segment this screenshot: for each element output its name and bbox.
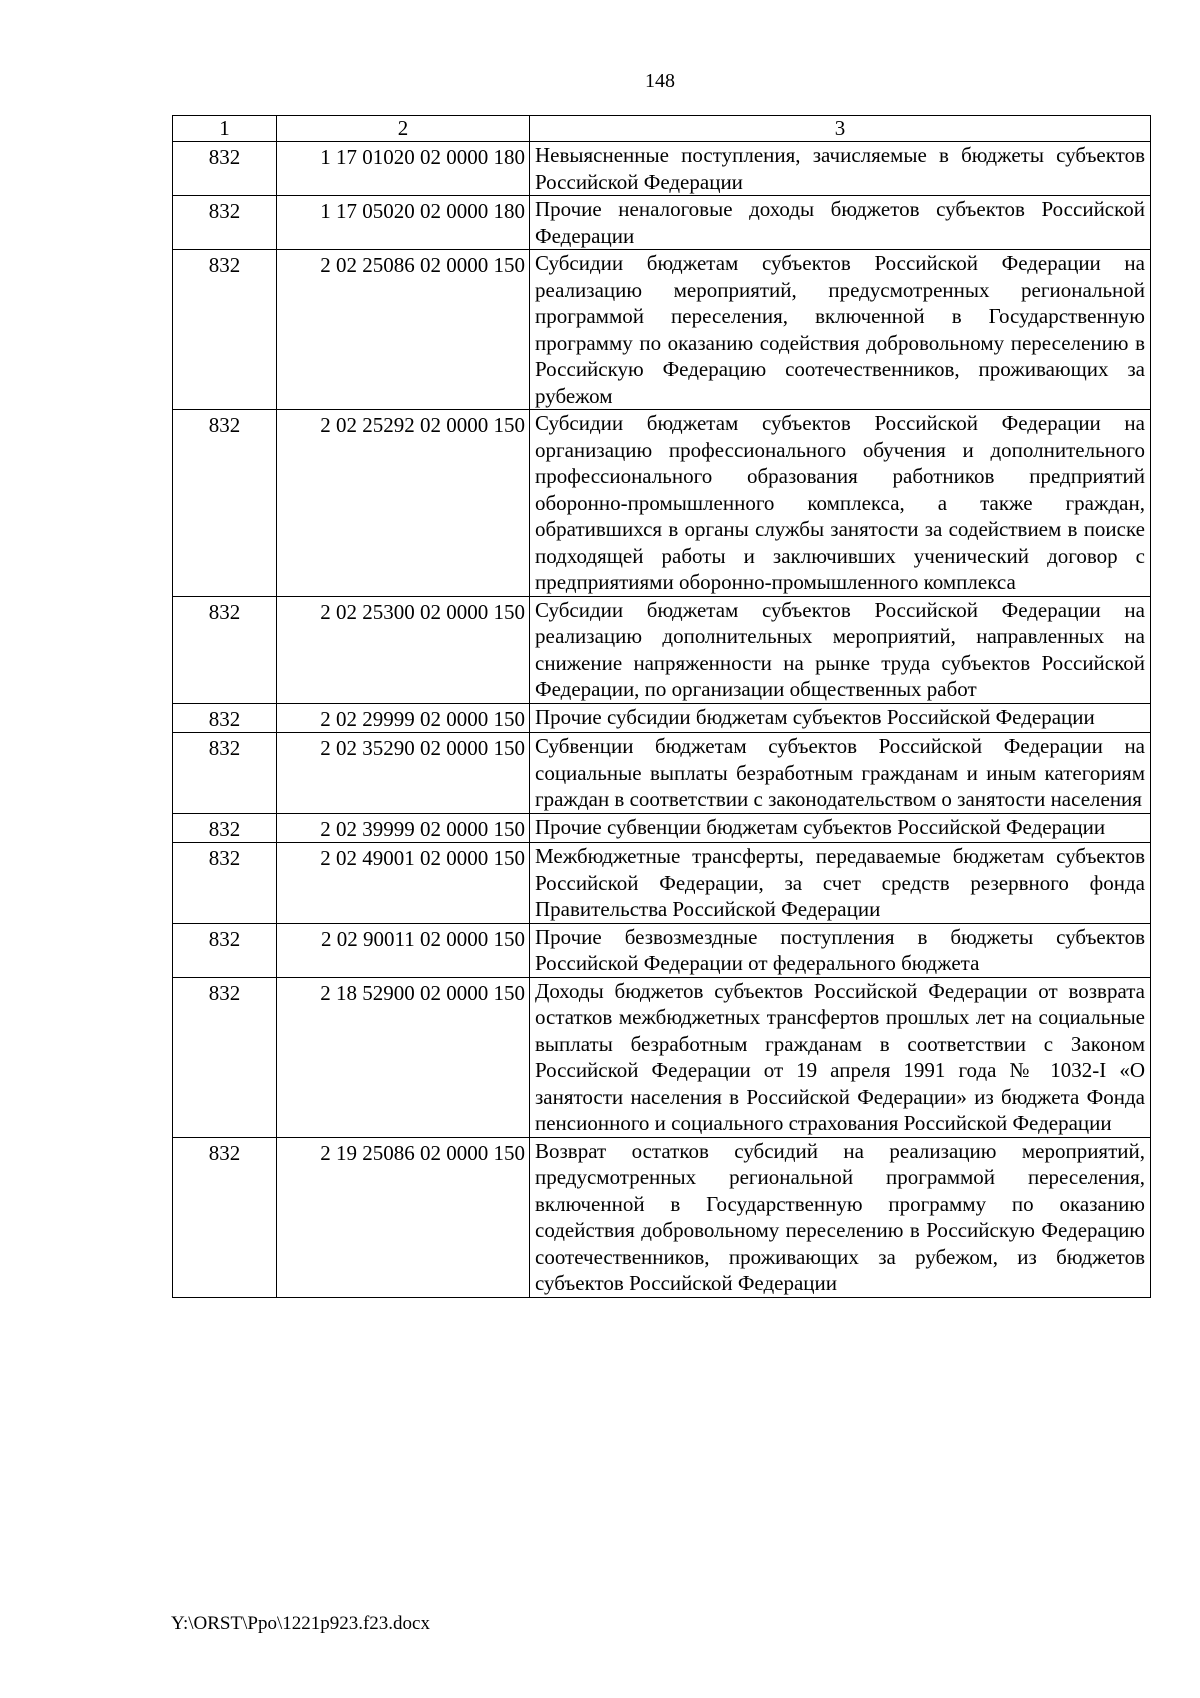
revenue-code-cell: 1 17 05020 02 0000 180 [277, 196, 530, 250]
revenue-code-cell: 2 18 52900 02 0000 150 [277, 977, 530, 1137]
table-row [173, 813, 1151, 843]
table-row [173, 410, 1151, 597]
admin-code-cell: 832 [173, 703, 277, 733]
admin-code-cell: 832 [173, 977, 277, 1137]
description-cell: Невыясненные поступления, зачисляемые в бюджеты субъектов Российской Федерации [530, 142, 1151, 196]
revenue-code-cell: 1 17 01020 02 0000 180 [277, 142, 530, 196]
table-row [173, 977, 1151, 1137]
description-cell: Прочие субсидии бюджетам субъектов Российской Федерации [530, 703, 1151, 733]
revenue-code-cell: 2 02 90011 02 0000 150 [277, 923, 530, 977]
table-row [173, 596, 1151, 703]
revenue-code-cell: 2 02 25300 02 0000 150 [277, 596, 530, 703]
table-header-row [173, 116, 1151, 142]
description-cell: Доходы бюджетов субъектов Российской Федерации от возврата остатков межбюджетных трансфертов прошлых лет на социальные выплаты безработным гражданам в соответствии с Законом Российской Федерации от 19 апреля 1991 года № 1032-I «О занятости населения в Российской Федерации» из бюджета Фонда пенсионного и социального страхования Российской Федерации [530, 977, 1151, 1137]
header-col-1: 1 [173, 116, 277, 142]
description-cell: Субсидии бюджетам субъектов Российской Федерации на организацию профессионального обучения и дополнительного профессионального образования работников предприятий оборонно-промышленного комплекса, а также граждан, обратившихся в органы службы занятости за содействием в поиске подходящей работы и заключивших ученический договор с предприятиями оборонно-промышленного комплекса [530, 410, 1151, 597]
revenue-code-cell: 2 02 25086 02 0000 150 [277, 250, 530, 410]
revenue-code-cell: 2 02 29999 02 0000 150 [277, 703, 530, 733]
revenue-code-cell: 2 19 25086 02 0000 150 [277, 1137, 530, 1297]
description-cell: Прочие безвозмездные поступления в бюджеты субъектов Российской Федерации от федерального бюджета [530, 923, 1151, 977]
admin-code-cell: 832 [173, 410, 277, 597]
description-cell: Возврат остатков субсидий на реализацию мероприятий, предусмотренных региональной программой переселения, включенной в Государственную программу по оказанию содействия добровольному переселению в Российскую Федерацию соотечественников, проживающих за рубежом, из бюджетов субъектов Российской Федерации [530, 1137, 1151, 1297]
admin-code-cell: 832 [173, 250, 277, 410]
admin-code-cell: 832 [173, 923, 277, 977]
header-col-2: 2 [277, 116, 530, 142]
footer-file-path: Y:\ORST\Ppo\1221p923.f23.docx [171, 1613, 430, 1634]
description-cell: Прочие неналоговые доходы бюджетов субъектов Российской Федерации [530, 196, 1151, 250]
page-number: 148 [645, 70, 675, 92]
table-row [173, 196, 1151, 250]
revenue-code-cell: 2 02 35290 02 0000 150 [277, 733, 530, 814]
revenue-codes-table [172, 115, 1151, 1298]
admin-code-cell: 832 [173, 813, 277, 843]
description-cell: Прочие субвенции бюджетам субъектов Российской Федерации [530, 813, 1151, 843]
admin-code-cell: 832 [173, 142, 277, 196]
admin-code-cell: 832 [173, 733, 277, 814]
table-row [173, 142, 1151, 196]
description-cell: Субсидии бюджетам субъектов Российской Федерации на реализацию мероприятий, предусмотренных региональной программой переселения, включенной в Государственную программу по оказанию содействия добровольному переселению в Российскую Федерацию соотечественников, проживающих за рубежом [530, 250, 1151, 410]
description-cell: Межбюджетные трансферты, передаваемые бюджетам субъектов Российской Федерации, за счет средств резервного фонда Правительства Российской Федерации [530, 843, 1151, 924]
table-row [173, 250, 1151, 410]
table-row [173, 843, 1151, 924]
revenue-code-cell: 2 02 39999 02 0000 150 [277, 813, 530, 843]
table-row [173, 733, 1151, 814]
revenue-code-cell: 2 02 49001 02 0000 150 [277, 843, 530, 924]
admin-code-cell: 832 [173, 843, 277, 924]
admin-code-cell: 832 [173, 196, 277, 250]
description-cell: Субвенции бюджетам субъектов Российской Федерации на социальные выплаты безработным гражданам и иным категориям граждан в соответствии с законодательством о занятости населения [530, 733, 1151, 814]
revenue-code-cell: 2 02 25292 02 0000 150 [277, 410, 530, 597]
table-row [173, 923, 1151, 977]
admin-code-cell: 832 [173, 1137, 277, 1297]
table-row [173, 1137, 1151, 1297]
table-body [173, 142, 1151, 1298]
header-col-3: 3 [530, 116, 1151, 142]
description-cell: Субсидии бюджетам субъектов Российской Федерации на реализацию дополнительных мероприятий, направленных на снижение напряженности на рынке труда субъектов Российской Федерации, по организации общественных работ [530, 596, 1151, 703]
admin-code-cell: 832 [173, 596, 277, 703]
table-row [173, 703, 1151, 733]
